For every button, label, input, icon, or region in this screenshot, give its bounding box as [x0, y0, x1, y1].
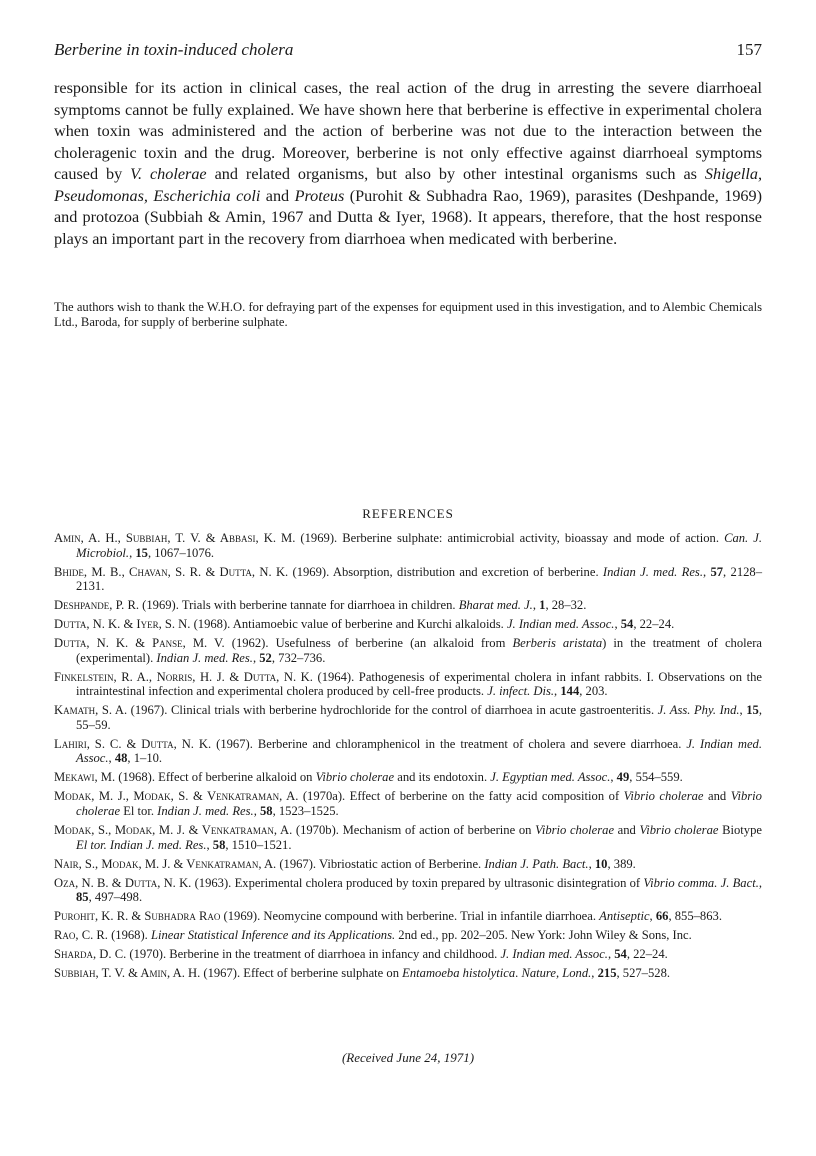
reference-entry: [54, 928, 762, 943]
reference-year: (1968).: [115, 770, 155, 785]
reference-volume: 66: [655, 909, 669, 924]
reference-year: (1968).: [190, 617, 231, 632]
reference-authors: Dutta, N. K. & Iyer, S. N.: [54, 617, 191, 632]
reference-volume: 85: [76, 890, 89, 905]
reference-title-cont: and its endotoxin.: [394, 770, 491, 785]
reference-volume: 1: [539, 598, 546, 613]
reference-italic-term: Vibrio cholerae: [315, 770, 395, 785]
reference-journal: J. Indian med. Assoc.: [500, 947, 608, 962]
reference-entry: [54, 789, 762, 818]
reference-year: (1963).: [191, 875, 232, 890]
reference-pages: , 1–10.: [127, 751, 163, 766]
reference-authors: Subbiah, T. V. & Amin, A. H.: [54, 966, 201, 981]
reference-authors: Deshpande, P. R.: [54, 598, 140, 613]
reference-separator: ,: [588, 856, 595, 871]
reference-pages: , 855–863.: [668, 909, 722, 924]
reference-entry: [54, 636, 762, 665]
reference-title: Usefulness of berberine (an alkaloid from: [268, 636, 513, 651]
acknowledgement: The authors wish to thank the W.H.O. for defraying part of the expenses for equipment used in this investigation, and to Alembic Chemicals Ltd., Baroda, for supply of berberine sulphate.: [54, 300, 762, 329]
body-italic-segment: Proteus: [294, 186, 345, 205]
reference-title-cont: and: [614, 823, 640, 837]
body-text-segment: and related organisms, but also by other intestinal organisms such as: [206, 165, 705, 183]
reference-journal: J. Indian med. Assoc.: [506, 617, 615, 632]
reference-pages: , 22–24.: [633, 617, 675, 632]
reference-entry: [54, 770, 762, 785]
reference-separator: ,: [591, 966, 598, 981]
reference-italic-term: Entamoeba histolytica: [402, 966, 516, 981]
reference-year: (1962).: [224, 636, 269, 651]
reference-italic-term: Vibrio cholerae: [639, 823, 719, 837]
reference-volume: 15: [746, 703, 759, 718]
reference-volume: 52: [259, 650, 272, 665]
reference-year: (1964).: [312, 669, 355, 684]
body-text-segment: and: [260, 186, 295, 205]
references-heading: REFERENCES: [362, 506, 454, 521]
reference-title: Berberine in the treatment of diarrhoea in infancy and childhood.: [166, 947, 501, 962]
reference-entry: [54, 737, 762, 766]
reference-journal: Can. J. Microbiol.: [76, 531, 763, 560]
reference-authors: Amin, A. H., Subbiah, T. V. & Abbasi, K. M.: [54, 531, 296, 545]
reference-journal: J. Indian med. Assoc.: [76, 736, 763, 766]
reference-entry: [54, 670, 762, 699]
reference-pages: , 1510–1521.: [225, 837, 292, 852]
reference-volume: 58: [259, 804, 273, 819]
reference-separator: ,: [702, 564, 711, 579]
reference-authors: Rao, C. R.: [54, 928, 108, 943]
reference-journal: Bharat med. J.: [458, 598, 533, 613]
reference-entry: [54, 966, 762, 981]
reference-title: Berberine sulphate: antimicrobial activity, bioassay and mode of action.: [337, 531, 725, 545]
reference-authors: Dutta, N. K. & Panse, M. V.: [54, 636, 225, 651]
reference-entry: [54, 598, 762, 613]
reference-pages: , 1523–1525.: [272, 804, 339, 819]
reference-pages: , 389.: [607, 856, 636, 871]
reference-entry: [54, 857, 762, 872]
reference-separator: ,: [758, 875, 763, 890]
reference-entry: [54, 565, 762, 594]
reference-journal: Antiseptic: [599, 909, 650, 924]
reference-separator: ,: [610, 770, 617, 785]
reference-pages: , 554–559.: [629, 770, 683, 785]
reference-list: [54, 531, 762, 985]
reference-volume: 57: [710, 564, 724, 579]
reference-year: (1969).: [139, 598, 179, 613]
body-text-segment: (Purohit & Subhadra Rao, 1969), parasites (Deshpande, 1969) and protozoa (Subbiah & Amin, 1967 and Dutta & Iyer, 1968). It appears, therefore, that the host response plays an important part in the recovery from diarrhoea when medicated with berberine.: [54, 186, 763, 248]
reference-title: Effect of berberine sulphate on: [240, 966, 403, 981]
reference-pages: , 497–498.: [88, 890, 143, 905]
reference-separator: ,: [206, 837, 213, 852]
reference-italic-term: Linear Statistical Inference and its Applications.: [150, 928, 396, 943]
reference-year: (1970a).: [298, 789, 346, 804]
reference-volume: 49: [616, 770, 630, 785]
reference-italic-term: Vibrio cholerae: [535, 823, 615, 837]
reference-title: Berberine and chloramphenicol in the treatment of cholera and severe diarrhoea.: [252, 736, 687, 751]
reference-pages: , 22–24.: [626, 947, 668, 962]
reference-pages: , 55–59.: [76, 703, 762, 732]
reference-title-cont: and: [703, 789, 731, 804]
reference-journal: J. Egyptian med. Assoc.: [490, 770, 611, 785]
reference-title: Neomycine compound with berberine. Trial in infantile diarrhoea.: [260, 909, 600, 924]
reference-separator: ,: [532, 598, 540, 613]
reference-journal: J. Ass. Phy. Ind.: [657, 703, 740, 718]
reference-title-cont: 2nd ed., pp. 202–205. New York: John Wiley & Sons, Inc.: [395, 928, 692, 943]
reference-italic-term: Vibrio cholerae: [623, 789, 704, 804]
reference-year: (1970).: [126, 947, 167, 962]
reference-year: (1969).: [295, 531, 338, 545]
page-number: 157: [736, 40, 762, 59]
reference-title: Clinical trials with berberine hydrochloride for the control of diarrhoea in acute gastroenteritis.: [167, 703, 658, 718]
reference-pages: , 2128–2131.: [76, 564, 763, 594]
reference-year: (1967).: [127, 703, 168, 718]
reference-italic-term: Vibrio cholerae: [76, 789, 762, 819]
reference-volume: 48: [114, 751, 128, 766]
reference-separator: ,: [252, 650, 260, 665]
reference-title: Effect of berberine alkaloid on: [154, 770, 316, 785]
reference-title: Pathogenesis of experimental cholera in infant rabbits. I. Observations on the intraintestinal infection and experimental cholera produced by cell-free products.: [76, 669, 762, 699]
reference-authors: Mekawi, M.: [54, 770, 116, 785]
reference-title: Experimental cholera produced by toxin prepared by ultrasonic disintegration of: [231, 875, 644, 890]
reference-title: Vibriostatic action of Berberine.: [316, 856, 485, 871]
reference-title-cont: El tor.: [120, 804, 158, 819]
reference-authors: Modak, S., Modak, M. J. & Venkatraman, A.: [54, 823, 293, 837]
reference-entry: [54, 823, 762, 852]
reference-entry: [54, 876, 762, 905]
body-text-segment: responsible for its action in clinical cases, the real action of the drug in arresting the severe diarrhoeal symptoms cannot be fully explained. We have shown here that berberine is effective in experimental cholera when toxin was administered and the action of berberine was not due to the interaction between the choleragenic toxin and the drug. Moreover, berberine is not only effective against diarrhoeal symptoms caused by: [54, 79, 762, 183]
reference-separator: ,: [739, 703, 747, 718]
reference-year: (1969).: [288, 564, 330, 579]
reference-pages: , 732–736.: [271, 650, 326, 665]
reference-title-cont: ) in the treatment of cholera (experimental).: [76, 636, 762, 665]
reference-title: Trials with berberine tannate for diarrhoea in children.: [178, 598, 459, 613]
reference-journal: Vibrio comma. J. Bact.: [643, 875, 759, 890]
reference-journal: Nature, Lond.: [521, 966, 592, 981]
reference-year: (1967).: [276, 856, 317, 871]
reference-separator: ,: [554, 684, 561, 699]
reference-year: (1970b).: [292, 823, 339, 837]
reference-volume: 58: [212, 837, 226, 852]
reference-journal: Indian J. med. Res.: [602, 564, 703, 579]
reference-journal: J. infect. Dis.: [487, 684, 555, 699]
reference-year: (1967).: [200, 966, 241, 981]
reference-authors: Nair, S., Modak, M. J. & Venkatraman, A.: [54, 856, 277, 871]
reference-authors: Lahiri, S. C. & Dutta, N. K.: [54, 736, 212, 751]
reference-title-cont: .: [515, 966, 522, 981]
reference-italic-term: Berberis aristata: [512, 636, 603, 651]
reference-separator: ,: [129, 545, 136, 560]
reference-title: Mechanism of action of berberine on: [338, 823, 536, 837]
reference-year: (1968).: [107, 928, 148, 943]
reference-volume: 10: [594, 856, 608, 871]
reference-journal: Indian J. Path. Bact.: [484, 856, 589, 871]
reference-separator: ,: [649, 909, 656, 924]
received-date: (Received June 24, 1971): [341, 1050, 475, 1065]
reference-entry: [54, 531, 762, 560]
reference-year: (1967).: [211, 736, 253, 751]
reference-authors: Kamath, S. A.: [54, 703, 128, 718]
running-header: [54, 40, 762, 66]
body-italic-segment: Shigella, Pseudomonas, Escherichia coli: [54, 165, 762, 205]
reference-entry: [54, 947, 762, 962]
reference-pages: , 1067–1076.: [147, 545, 215, 560]
reference-authors: Oza, N. B. & Dutta, N. K.: [54, 875, 192, 890]
reference-entry: [54, 703, 762, 732]
running-title: Berberine in toxin-induced cholera: [54, 40, 294, 59]
reference-authors: Finkelstein, R. A., Norris, H. J. & Dutta, N. K.: [54, 669, 313, 684]
reference-volume: 15: [135, 545, 148, 560]
reference-entry: [54, 617, 762, 632]
reference-separator: ,: [108, 751, 115, 766]
body-paragraph: [54, 78, 762, 250]
reference-separator: ,: [253, 804, 260, 819]
reference-pages: , 203.: [579, 684, 608, 699]
body-italic-segment: V. cholerae: [130, 165, 207, 183]
reference-separator: ,: [607, 947, 615, 962]
reference-volume: 54: [620, 617, 634, 632]
reference-year: (1969).: [220, 909, 261, 924]
reference-title-cont: Biotype: [718, 823, 762, 837]
reference-authors: Purohit, K. R. & Subhadra Rao: [54, 909, 221, 924]
reference-authors: Sharda, D. C.: [54, 947, 127, 962]
reference-pages: , 527–528.: [616, 966, 671, 981]
reference-pages: , 28–32.: [545, 598, 587, 613]
reference-journal: Indian J. med. Res.: [156, 650, 253, 665]
reference-authors: Bhide, M. B., Chavan, S. R. & Dutta, N. K.: [54, 564, 289, 579]
reference-separator: ,: [614, 617, 621, 632]
reference-title: Antiamoebic value of berberine and Kurchi alkaloids.: [230, 617, 507, 632]
reference-volume: 215: [597, 966, 617, 981]
reference-journal: Indian J. med. Res.: [157, 804, 254, 819]
reference-authors: Modak, M. J., Modak, S. & Venkatraman, A.: [54, 789, 299, 804]
reference-volume: 144: [560, 684, 580, 699]
reference-title: Absorption, distribution and excretion of berberine.: [329, 564, 603, 579]
reference-entry: [54, 909, 762, 924]
reference-journal: El tor. Indian J. med. Res.: [76, 837, 207, 852]
reference-volume: 54: [614, 947, 627, 962]
reference-title: Effect of berberine on the fatty acid composition of: [345, 789, 624, 804]
